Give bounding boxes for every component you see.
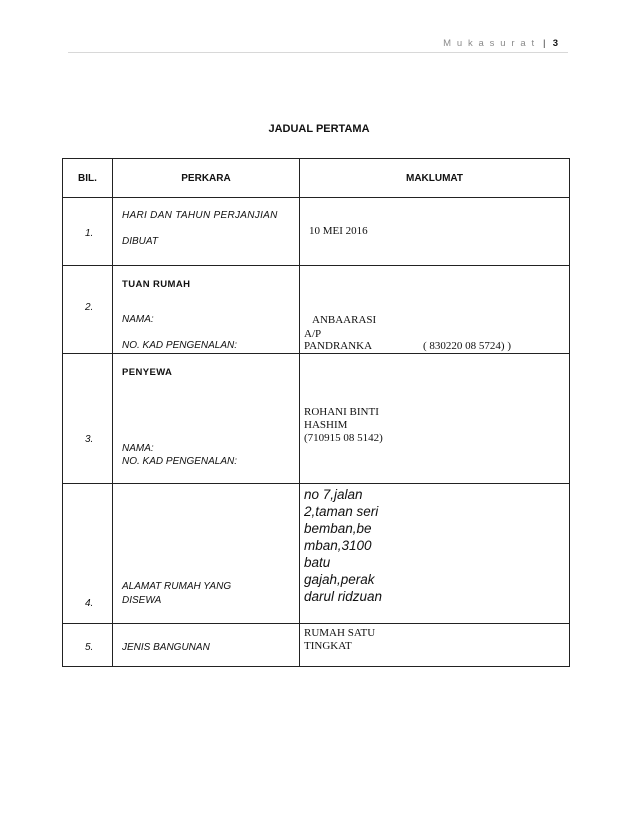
row-2-ic: ( 830220 08 5724) ) (423, 340, 511, 352)
schedule-table (62, 158, 570, 667)
row-1-maklumat-cell (300, 198, 570, 266)
row-2-perkara-cell (113, 266, 300, 354)
page-header-label: M u k a s u r a t (443, 38, 536, 49)
table-row (63, 198, 570, 266)
row-5-perkara: JENIS BANGUNAN (122, 642, 210, 653)
table-row (63, 484, 570, 624)
address-line: 2,taman seri (304, 504, 379, 519)
page-header (443, 38, 558, 49)
table-row (63, 624, 570, 667)
column-header-maklumat: MAKLUMAT (300, 159, 570, 198)
row-3-bil-cell (63, 354, 113, 484)
address-line: mban,3100 (304, 538, 372, 553)
row-3-heading: PENYEWA (122, 367, 173, 378)
row-5-maklumat-cell (300, 624, 570, 667)
row-2-label-nama: NAMA: (122, 314, 154, 325)
row-4-bil: 4. (85, 598, 94, 609)
row-4-perkara-line2: DISEWA (122, 595, 162, 606)
row-2-name-line3: PANDRANKA (304, 340, 373, 352)
row-4-perkara-line1: ALAMAT RUMAH YANG (122, 581, 232, 592)
row-1-maklumat: 10 MEI 2016 (309, 225, 368, 237)
row-3-bil: 3. (85, 434, 94, 445)
header-rule (68, 52, 568, 53)
row-5-bil: 5. (85, 642, 94, 653)
row-2-name-line2: A/P (304, 328, 322, 340)
address-line: gajah,perak (304, 572, 375, 587)
document-title: JADUAL PERTAMA (268, 123, 370, 135)
row-4-bil-cell (63, 484, 113, 624)
table-row (63, 354, 570, 484)
column-header-bil: BIL. (63, 159, 113, 198)
row-3-maklumat-cell (300, 354, 570, 484)
column-header-perkara: PERKARA (113, 159, 300, 198)
row-2-heading: TUAN RUMAH (122, 279, 191, 290)
address-line: batu (304, 555, 331, 570)
table-row (63, 266, 570, 354)
address-line: no 7,jalan (304, 487, 363, 502)
row-1-bil-cell (63, 198, 113, 266)
row-3-label-ic: NO. KAD PENGENALAN: (122, 456, 238, 467)
row-2-maklumat-cell (300, 266, 570, 354)
row-5-bil-cell (63, 624, 113, 667)
row-4-maklumat-cell (300, 484, 570, 624)
page-number: 3 (552, 38, 558, 49)
row-1-bil: 1. (85, 228, 94, 239)
address-line: darul ridzuan (304, 589, 383, 604)
row-5-perkara-cell (113, 624, 300, 667)
row-5-maklumat-line1: RUMAH SATU (304, 627, 376, 639)
row-4-address (304, 486, 382, 605)
address-line: bemban,be (304, 521, 372, 536)
row-1-perkara-line1: HARI DAN TAHUN PERJANJIAN (122, 210, 278, 221)
row-2-bil: 2. (85, 302, 94, 313)
table-header-row (63, 159, 570, 198)
row-2-bil-cell (63, 266, 113, 354)
row-3-ic: (710915 08 5142) (304, 432, 383, 444)
row-4-perkara-cell (113, 484, 300, 624)
row-1-perkara-line2: DIBUAT (122, 236, 158, 247)
row-5-maklumat-line2: TINGKAT (304, 640, 352, 652)
row-3-label-nama: NAMA: (122, 443, 154, 454)
row-3-name-line2: HASHIM (304, 419, 348, 431)
row-3-perkara-cell (113, 354, 300, 484)
row-2-label-ic: NO. KAD PENGENALAN: (122, 340, 238, 351)
page-header-separator: | (542, 38, 546, 49)
row-3-name-line1: ROHANI BINTI (304, 406, 379, 418)
row-1-perkara-cell (113, 198, 300, 266)
row-2-name-line1: ANBAARASI (312, 314, 377, 326)
